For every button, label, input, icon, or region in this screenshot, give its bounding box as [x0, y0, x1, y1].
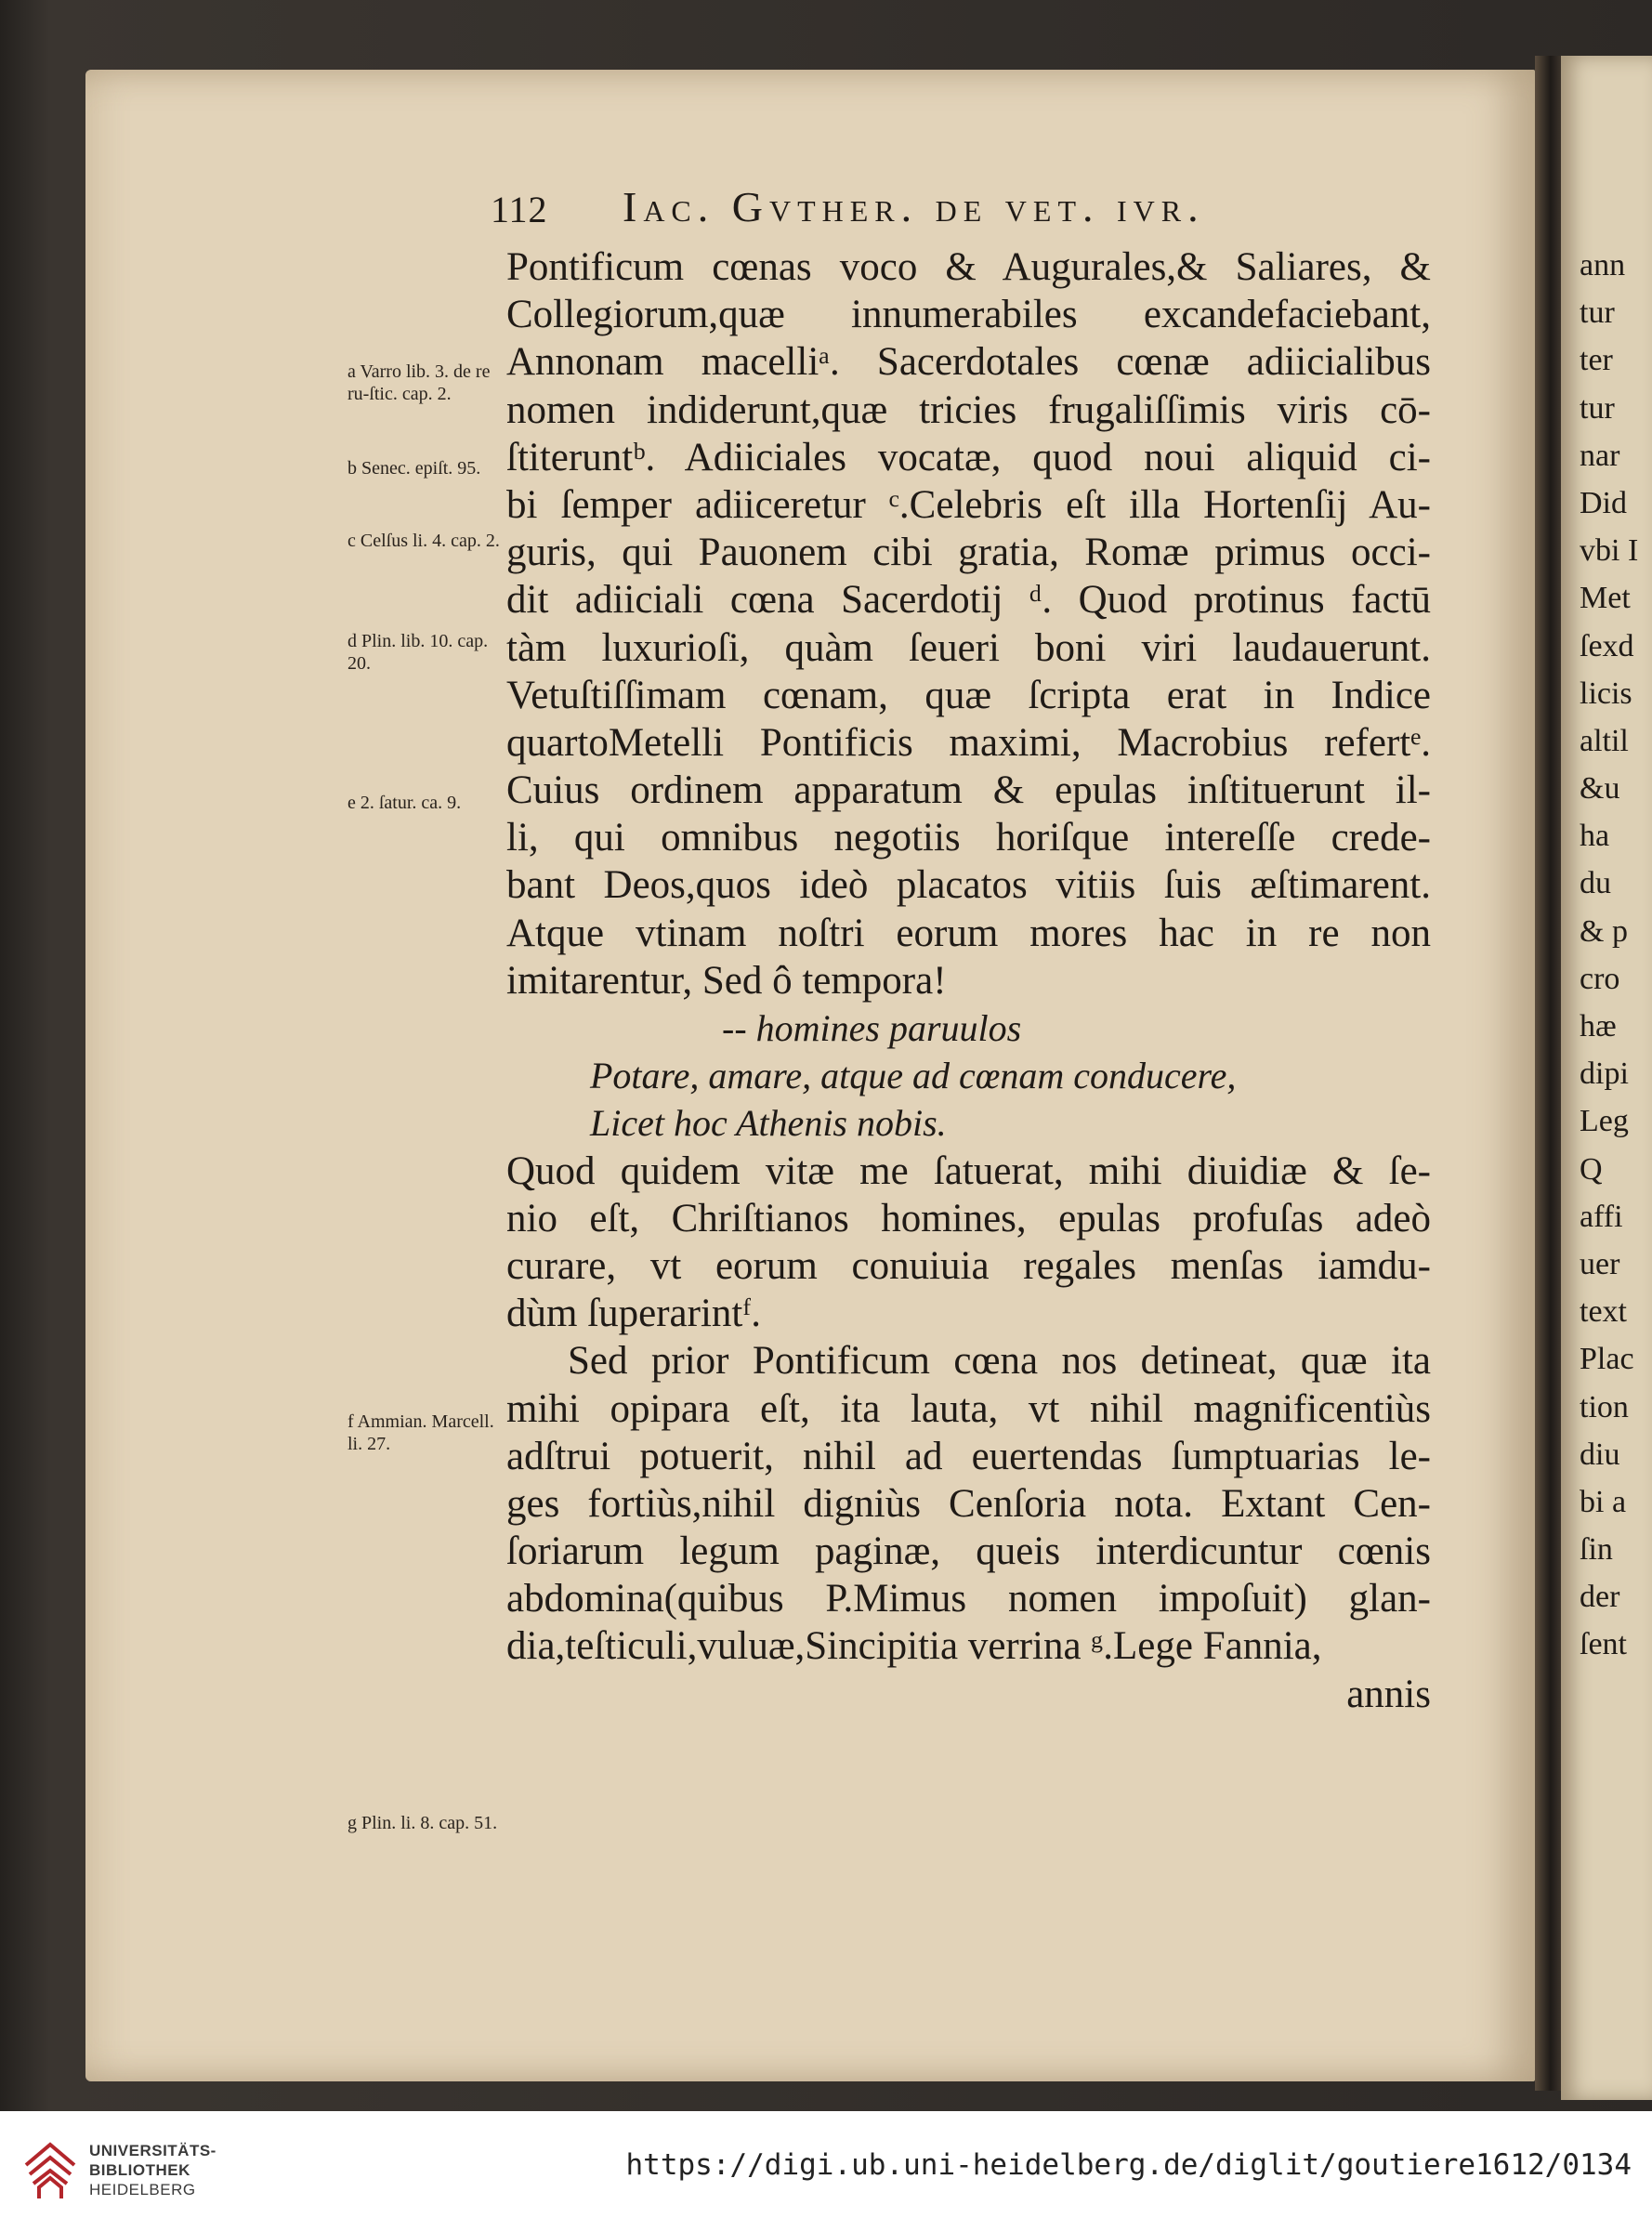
page-number: 112	[491, 189, 548, 230]
margin-note: b Senec. epiſt. 95.	[347, 458, 481, 479]
facing-page-fragment: Met	[1580, 581, 1631, 616]
facing-page-fragment: ann	[1580, 248, 1626, 282]
margin-note: a Varro lib. 3. de re ru-ſtic. cap. 2.	[347, 361, 491, 404]
facing-page-fragment: altil	[1580, 723, 1629, 758]
facing-page-fragment: ſent	[1580, 1627, 1627, 1662]
facing-page-fragment: &u	[1580, 771, 1620, 807]
facing-page-fragment: ter	[1580, 343, 1613, 378]
library-name-line: HEIDELBERG	[89, 2181, 196, 2198]
facing-page-fragment: ſexd	[1580, 628, 1634, 663]
text-line: ges fortiùs,nihil digniùs Cenſoria nota. Extant Cen-	[506, 1481, 1431, 1526]
text-line: nomen indiderunt,quæ tricies frugaliſſimis viris cō-	[506, 387, 1431, 432]
text-line: ſoriarum legum paginæ, queis interdicuntur cœnis	[506, 1529, 1431, 1574]
facing-page-fragment: Leg	[1580, 1104, 1629, 1139]
library-name	[89, 2141, 216, 2199]
facing-page-fragment: der	[1580, 1580, 1620, 1615]
text-line: guris, qui Pauonem cibi gratia, Romæ primus occi-	[506, 531, 1431, 575]
page-header	[491, 182, 1429, 238]
text-line: annis	[1346, 1672, 1431, 1716]
text-line: tàm luxurioſi, quàm ſeueri boni viri laudauerunt.	[506, 625, 1431, 670]
facing-page-fragment: & p	[1580, 913, 1628, 949]
text-line: mihi opipara eſt, ita lauta, vt nihil magnificentiùs	[506, 1386, 1431, 1431]
library-name-line: UNIVERSITÄTS-	[89, 2142, 216, 2159]
facing-page-fragment: hæ	[1580, 1009, 1617, 1043]
facing-page-fragment: diu	[1580, 1437, 1620, 1472]
text-line: ſtiteruntᵇ. Adiiciales vocatæ, quod noui aliquid ci-	[506, 435, 1431, 479]
text-line: Vetuſtiſſimam cœnam, quæ ſcripta erat in Indice	[506, 673, 1431, 717]
text-line: imitarentur, Sed ô tempora!	[506, 958, 947, 1003]
text-line: Annonam macelliᵃ. Sacerdotales cœnæ adiicialibus	[506, 340, 1431, 385]
main-text	[506, 243, 1431, 1718]
facing-page-fragment: vbi I	[1580, 533, 1639, 569]
facing-page-fragment: licis	[1580, 676, 1632, 711]
facing-page-fragment: cro	[1580, 961, 1620, 996]
facing-page-fragment: Q	[1580, 1151, 1603, 1187]
facing-page-fragment: ha	[1580, 819, 1610, 854]
facing-page-fragment: Plac	[1580, 1342, 1634, 1377]
text-line: bi ſemper adiiceretur ᶜ.Celebris eſt illa Hortenſij Au-	[506, 482, 1431, 527]
facing-page-fragment: uer	[1580, 1246, 1620, 1281]
permalink-url[interactable]: https://digi.ub.uni-heidelberg.de/diglit/goutiere1612/0134	[625, 2148, 1632, 2182]
text-line: dit adiiciali cœna Sacerdotij ᵈ. Quod protinus factū	[506, 578, 1431, 623]
running-head: Iac. Gvther. de vet. ivr.	[623, 183, 1205, 230]
facing-page-fragment: Did	[1580, 485, 1627, 520]
margin-note: e 2. ſatur. ca. 9.	[347, 793, 462, 813]
verse-line: Licet hoc Athenis nobis.	[590, 1102, 947, 1145]
text-line: Cuius ordinem apparatum & epulas inſtituerunt il-	[506, 768, 1431, 813]
text-line: Quod quidem vitæ me ſatuerat, mihi diuidiæ & ſe-	[506, 1148, 1431, 1193]
margin-note: c Celſus li. 4. cap. 2.	[347, 531, 500, 551]
text-line: nio eſt, Chriſtianos homines, epulas profuſas adeò	[506, 1196, 1431, 1240]
text-line: Sed prior Pontificum cœna nos detineat, quæ ita	[568, 1339, 1431, 1384]
text-line: bant Deos,quos ideò placatos vitiis ſuis æſtimarent.	[506, 863, 1431, 908]
text-line: dùm ſuperarintᶠ.	[506, 1292, 762, 1336]
facing-page-fragment: bi a	[1580, 1484, 1627, 1519]
viewer-footer	[0, 2111, 1652, 2231]
facing-page-fragment: tur	[1580, 295, 1615, 331]
text-line: Pontificum cœnas voco & Augurales,& Saliares, &	[506, 245, 1431, 289]
facing-page-fragment: nar	[1580, 438, 1620, 473]
facing-page-fragment: tion	[1580, 1389, 1629, 1424]
margin-note: f Ammian. Marcell. li. 27.	[347, 1411, 494, 1454]
text-line: quartoMetelli Pontificis maximi, Macrobius refertᵉ.	[506, 720, 1431, 765]
margin-note: d Plin. lib. 10. cap. 20.	[347, 631, 489, 674]
text-line: abdomina(quibus P.Mimus nomen impoſuit) glan-	[506, 1577, 1431, 1621]
facing-page-text	[1580, 242, 1652, 1669]
text-line: Collegiorum,quæ innumerabiles excandefaciebant,	[506, 293, 1431, 337]
library-logo-icon[interactable]	[20, 2137, 80, 2204]
facing-page-fragment: ſin	[1580, 1532, 1613, 1568]
text-line: li, qui omnibus negotiis horiſque intereſſe crede-	[506, 816, 1431, 860]
facing-page-fragment: tur	[1580, 390, 1615, 426]
verse-line: -- homines paruulos	[722, 1007, 1022, 1049]
text-line: adſtrui potuerit, nihil ad euertendas ſumptuarias le-	[506, 1434, 1431, 1478]
verse-line: Potare, amare, atque ad cœnam conducere,	[590, 1055, 1237, 1097]
margin-note: g Plin. li. 8. cap. 51.	[347, 1813, 498, 1833]
text-line: curare, vt eorum conuiuia regales menſas iamdu-	[506, 1243, 1431, 1288]
library-name-line: BIBLIOTHEK	[89, 2161, 190, 2179]
facing-page-fragment: du	[1580, 866, 1611, 901]
text-line: Atque vtinam noſtri eorum mores hac in re non	[506, 911, 1431, 955]
book-gutter	[1535, 56, 1561, 2091]
facing-page-fragment: affi	[1580, 1199, 1623, 1234]
text-line: dia,teſticuli,vuluæ,Sincipitia verrina ᵍ.Lege Fannia,	[506, 1624, 1322, 1669]
facing-page-fragment: text	[1580, 1294, 1627, 1330]
facing-page-fragment: dipi	[1580, 1056, 1629, 1092]
